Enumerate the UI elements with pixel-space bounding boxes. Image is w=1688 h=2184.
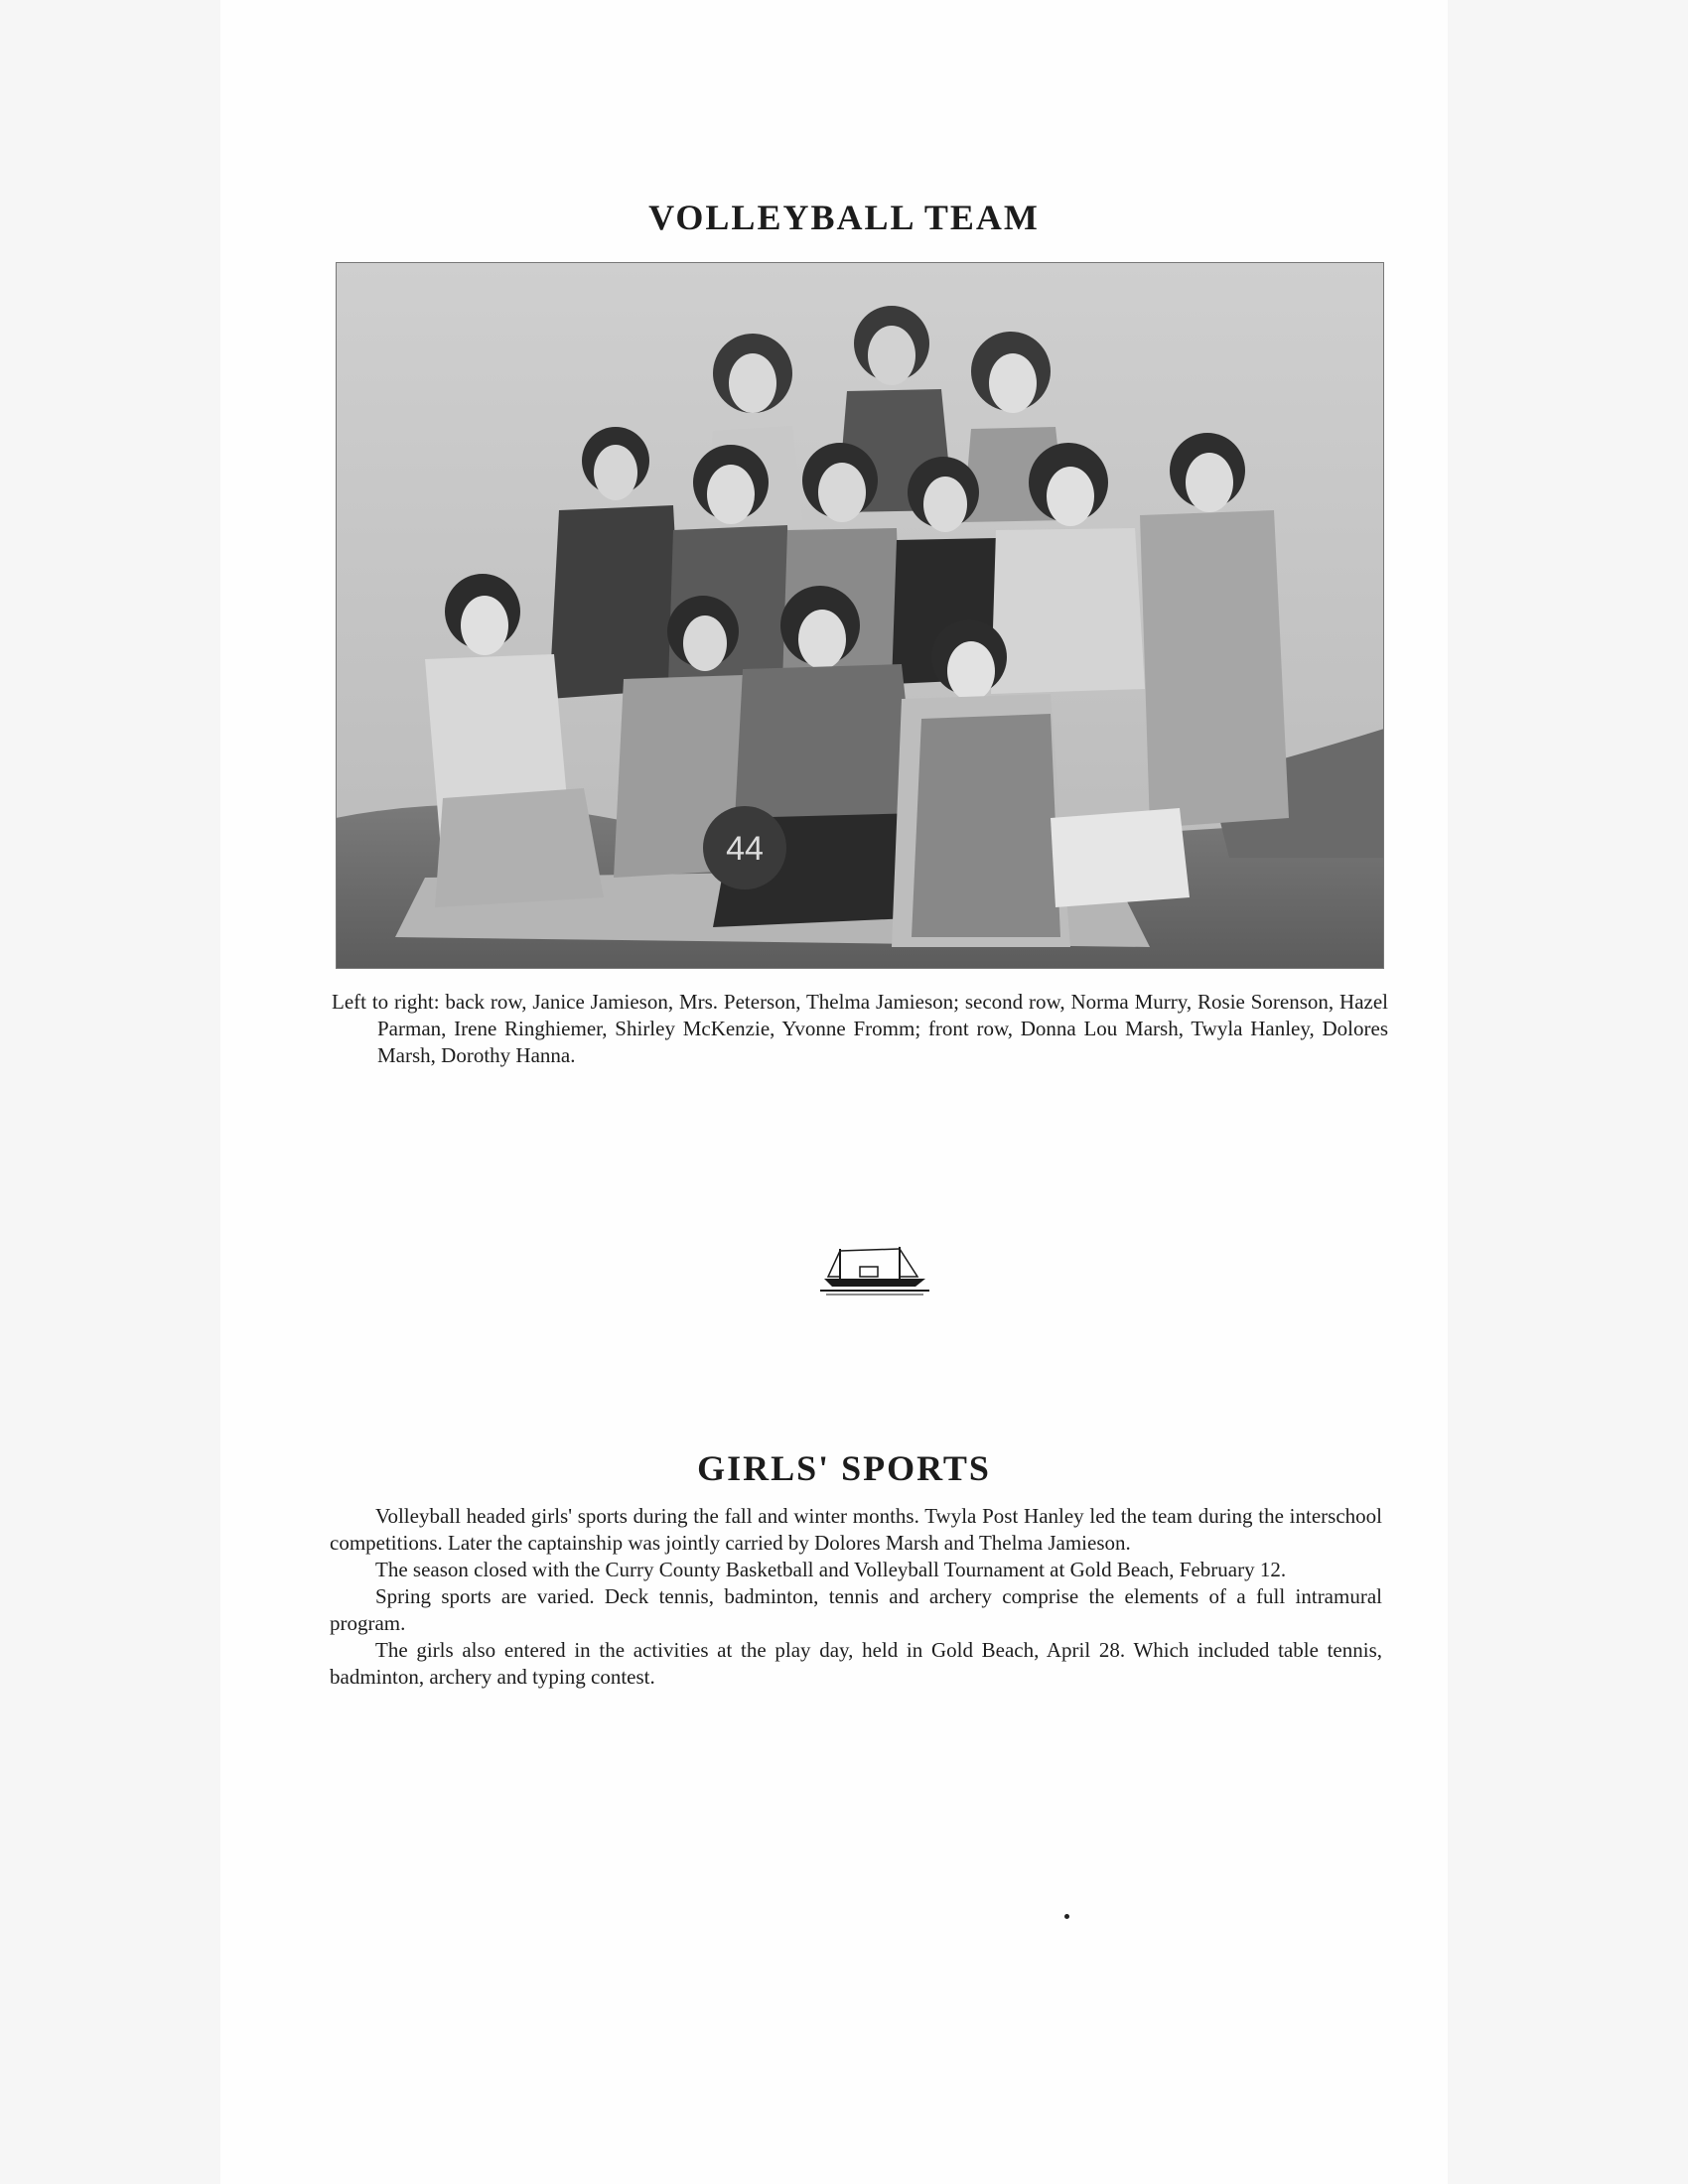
paragraph: Spring sports are varied. Deck tennis, badminton, tennis and archery comprise the elements of a full intramural program.: [330, 1584, 1382, 1635]
volleyball-team-title: VOLLEYBALL TEAM: [648, 198, 1040, 237]
sailing-ship-icon: [820, 1243, 929, 1298]
girls-sports-body: [330, 1503, 1382, 1691]
paragraph: The girls also entered in the activities at the play day, held in Gold Beach, April 28. Which included table tennis, badminton, archery and typing contest.: [330, 1638, 1382, 1689]
paragraph: The season closed with the Curry County Basketball and Volleyball Tournament at Gold Beach, February 12.: [375, 1558, 1287, 1581]
team-photo: [336, 262, 1384, 969]
team-photo-caption: Left to right: back row, Janice Jamieson, Mrs. Peterson, Thelma Jamieson; second row, Norma Murry, Rosie Sorenson, Hazel Parman, Irene Ringhiemer, Shirley McKenzie, Yvonne Fromm; front row, Donna Lou Marsh, Twyla Hanley, Dolores Marsh, Dorothy Hanna.: [332, 990, 1388, 1067]
girls-sports-title: GIRLS' SPORTS: [697, 1448, 991, 1488]
ball-number-label: 44: [726, 830, 764, 868]
paragraph: Volleyball headed girls' sports during the fall and winter months. Twyla Post Hanley led the team during the interschool competitions. Later the captainship was jointly carried by Dolores Marsh and Thelma Jamieson.: [330, 1504, 1382, 1555]
ink-speck: [1064, 1914, 1069, 1919]
team-photo-image: [336, 262, 1384, 969]
